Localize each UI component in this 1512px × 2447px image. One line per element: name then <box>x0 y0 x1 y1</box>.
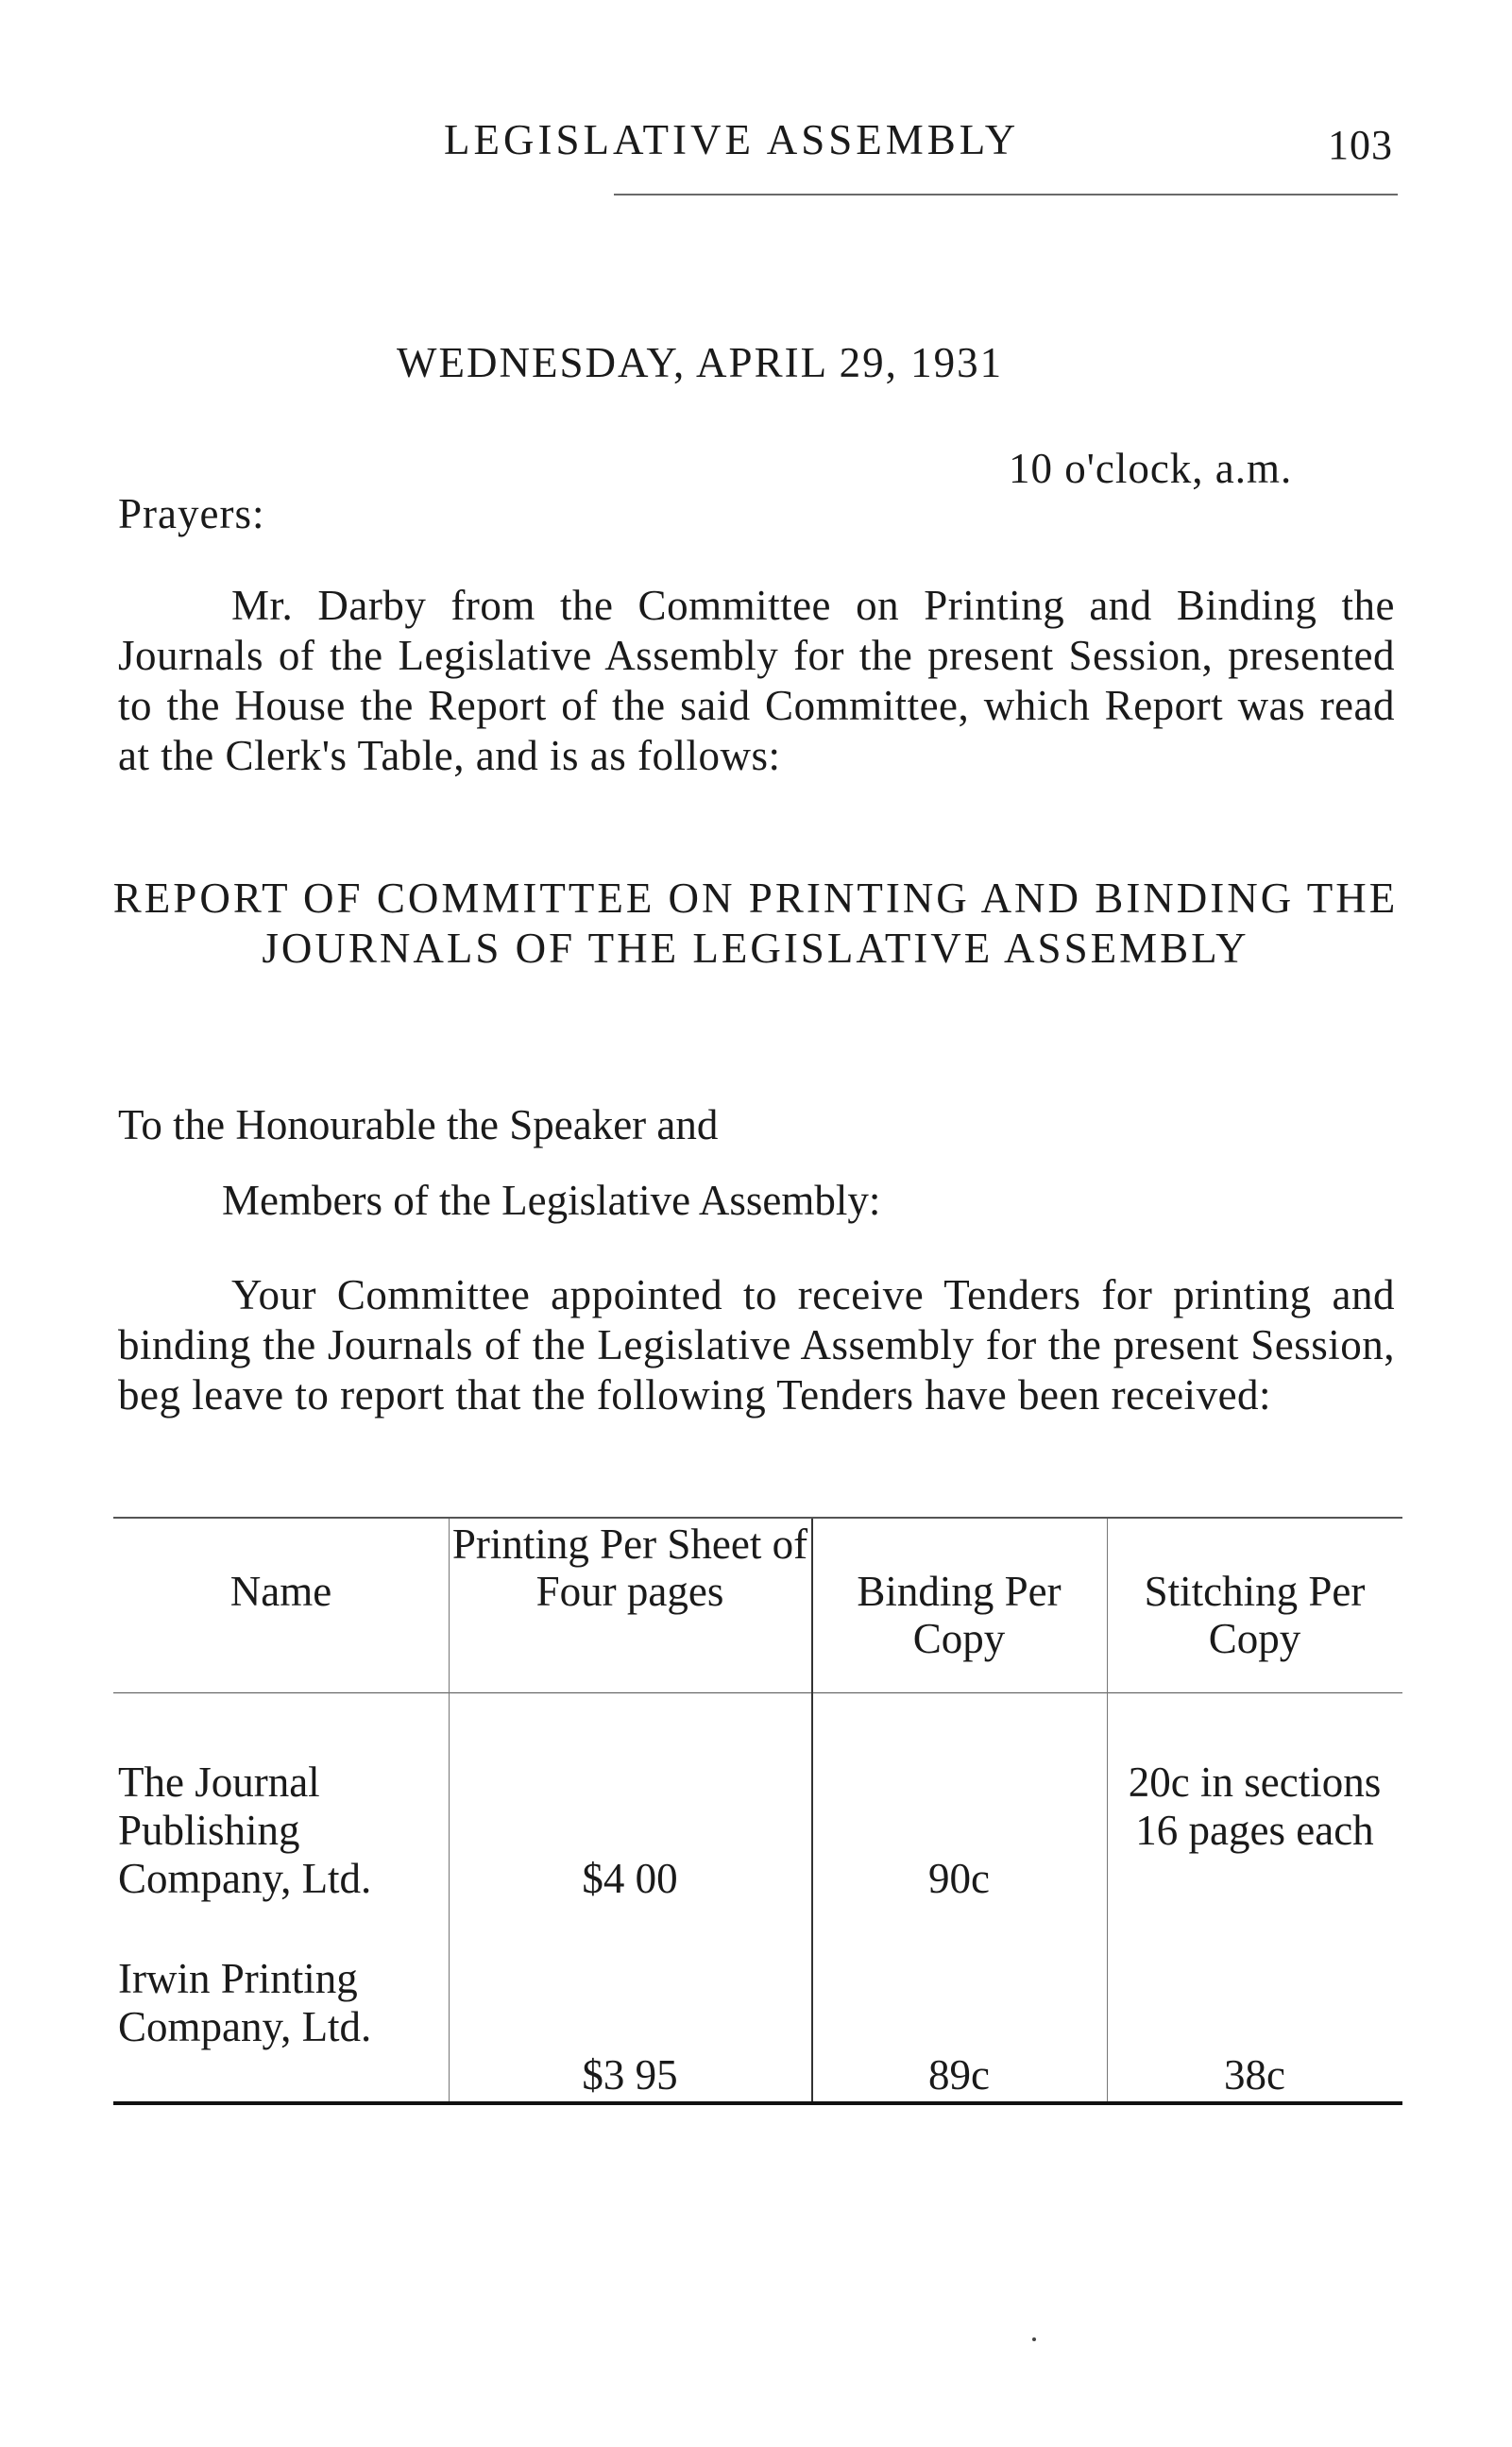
header-rule <box>614 194 1398 195</box>
column-header-name: Name <box>229 1568 332 1615</box>
table-cell-printing: $3 95 <box>582 2051 678 2099</box>
time-line: 10 o'clock, a.m. <box>1009 445 1293 492</box>
committee-paragraph: Mr. Darby from the Committee on Printing and Binding the Journals of the Legislative Assembly for the present Session, presented to the House the Report of the said Committee, which Report was read at the Clerk's Table, and is as follows: <box>118 582 1395 779</box>
report-title: REPORT OF COMMITTEE ON PRINTING AND BINDING THE JOURNALS OF THE LEGISLATIVE ASSEMBLY <box>112 875 1399 972</box>
column-header-stitching: Stitching Per Copy <box>1144 1568 1366 1662</box>
date-heading: WEDNESDAY, APRIL 29, 1931 <box>397 339 1004 386</box>
column-header-printing: Printing Per Sheet of Four pages <box>451 1521 808 1615</box>
page-number: 103 <box>1328 122 1393 168</box>
table-cell-stitching: 38c <box>1224 2051 1285 2099</box>
ink-speck <box>1032 2337 1036 2341</box>
table-cell-name: Irwin Printing Company, Ltd. <box>118 1955 372 2050</box>
table-header-rule <box>113 1692 1402 1693</box>
tenders-paragraph: Your Committee appointed to receive Tenders for printing and binding the Journals of the Legislative Assembly for the present Session, beg leave to report that the following Tenders have been received: <box>118 1271 1395 1419</box>
table-cell-binding: 90c <box>928 1855 990 1902</box>
running-title: LEGISLATIVE ASSEMBLY <box>444 116 1020 163</box>
column-header-binding: Binding Per Copy <box>857 1568 1062 1662</box>
prayers-label: Prayers: <box>118 490 265 537</box>
table-top-rule <box>113 1517 1402 1519</box>
table-cell-stitching: 20c in sections 16 pages each <box>1128 1759 1382 1854</box>
table-cell-printing: $4 00 <box>582 1855 678 1902</box>
table-cell-name: The Journal Publishing Company, Ltd. <box>118 1759 372 1902</box>
table-bottom-rule <box>113 2101 1402 2105</box>
table-cell-binding: 89c <box>928 2051 990 2099</box>
salutation-line-1: To the Honourable the Speaker and <box>118 1101 719 1148</box>
salutation-line-2: Members of the Legislative Assembly: <box>222 1177 881 1224</box>
